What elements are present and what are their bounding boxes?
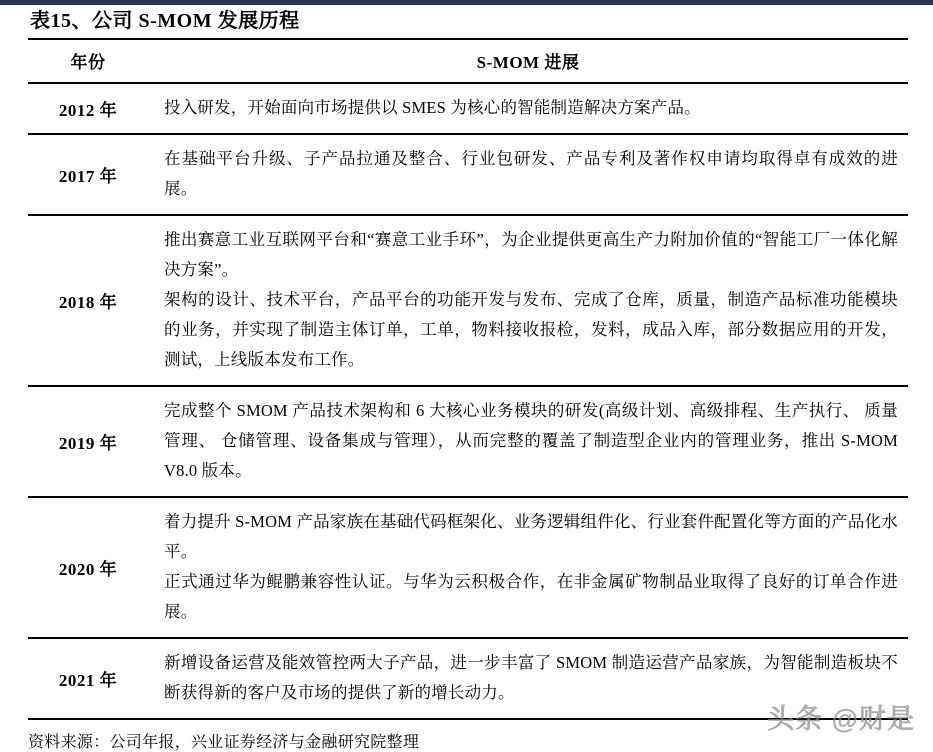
cell-year: 2020 年 (28, 497, 148, 638)
table-header-row (28, 39, 908, 83)
cell-progress (148, 134, 908, 215)
cell-progress (148, 83, 908, 134)
table-row (28, 215, 908, 386)
table-row (28, 386, 908, 497)
cell-progress (148, 386, 908, 497)
table-body (28, 83, 908, 719)
progress-paragraph: 投入研发，开始面向市场提供以 SMES 为核心的智能制造解决方案产品。 (164, 98, 701, 117)
cell-progress (148, 638, 908, 719)
table-row (28, 134, 908, 215)
column-header-progress: S-MOM 进展 (148, 39, 908, 83)
column-header-year: 年份 (28, 39, 148, 83)
progress-paragraph: 新增设备运营及能效管控两大子产品，进一步丰富了 SMOM 制造运营产品家族，为智能制造板块不断获得新的客户及市场的提供了新的增长动力。 (164, 653, 898, 702)
cell-year: 2018 年 (28, 215, 148, 386)
progress-paragraph: 推出赛意工业互联网平台和“赛意工业手环”，为企业提供更高生产力附加价值的“智能工厂一体化解决方案”。 (164, 230, 898, 279)
table-container (28, 38, 908, 720)
cell-progress (148, 497, 908, 638)
cell-year: 2019 年 (28, 386, 148, 497)
page-title: 表15、公司 S-MOM 发展历程 (30, 10, 300, 32)
table-row (28, 638, 908, 719)
progress-paragraph: 完成整个 SMOM 产品技术架构和 6 大核心业务模块的研发(高级计划、高级排程、生产执行、 质量管理、 仓储管理、设备集成与管理），从而完整的覆盖了制造型企业内的管理业务，推出 S-MOM V8.0 版本。 (164, 401, 898, 480)
watermark: 头条 @财是 (767, 704, 915, 734)
progress-paragraph: 在基础平台升级、子产品拉通及整合、行业包研发、产品专利及著作权申请均取得卓有成效的进展。 (164, 149, 898, 198)
progress-paragraph: 架构的设计、技术平台，产品平台的功能开发与发布、完成了仓库，质量，制造产品标准功能模块的业务，并实现了制造主体订单，工单，物料接收报检，发料，成品入库，部分数据应用的开发，测试，上线版本发布工作。 (164, 290, 898, 369)
progress-paragraph: 着力提升 S-MOM 产品家族在基础代码框架化、业务逻辑组件化、行业套件配置化等方面的产品化水平。 (164, 512, 898, 561)
cell-year: 2021 年 (28, 638, 148, 719)
s-mom-milestones-table (28, 38, 908, 720)
source-note: 资料来源：公司年报，兴业证券经济与金融研究院整理 (28, 734, 420, 751)
table-row (28, 497, 908, 638)
table-header (28, 39, 908, 83)
table-title-block (0, 5, 933, 38)
cell-year: 2012 年 (28, 83, 148, 134)
table-row (28, 83, 908, 134)
cell-year: 2017 年 (28, 134, 148, 215)
progress-paragraph: 正式通过华为鲲鹏兼容性认证。与华为云积极合作，在非金属矿物制品业取得了良好的订单合作进展。 (164, 572, 898, 621)
cell-progress (148, 215, 908, 386)
